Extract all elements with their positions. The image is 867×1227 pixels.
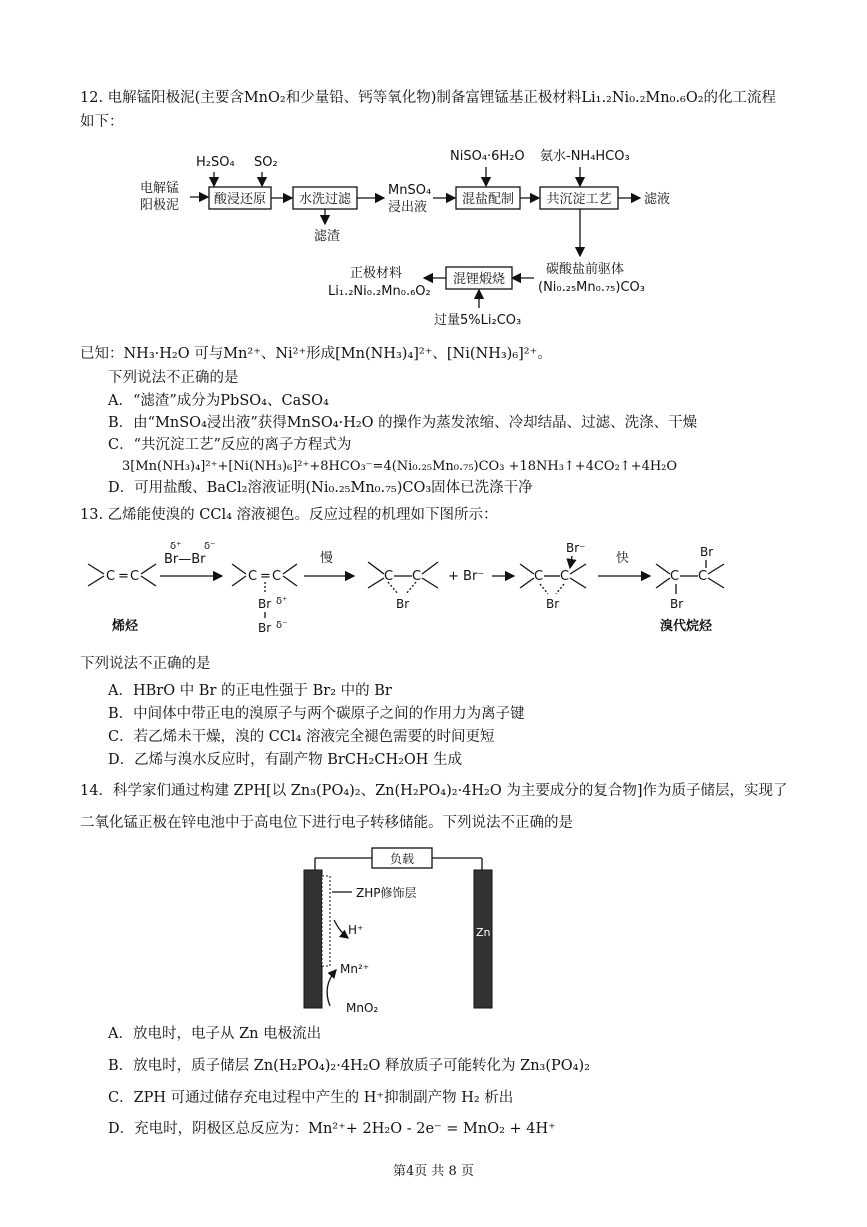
q12-option-c-equation: 3[Mn(NH₃)₄]²⁺+[Ni(NH₃)₆]²⁺+8HCO₃⁻=4(Ni₀.₂₅Mn₀.₇₅)CO₃ +18NH₃↑+4CO₂↑+4H₂O xyxy=(122,459,678,474)
svg-text:δ⁺: δ⁺ xyxy=(276,596,288,607)
flow-reagent-nh3: 氨水-NH₄HCO₃ xyxy=(540,149,630,164)
h-plus-label: H⁺ xyxy=(348,923,364,937)
q13-stem: 13. 乙烯能使溴的 CCl₄ 溶液褪色。反应过程的机理如下图所示： xyxy=(80,507,498,523)
mn2-label: Mn²⁺ xyxy=(340,962,370,976)
q13-option-a: A．HBrO 中 Br 的正电性强于 Br₂ 中的 Br xyxy=(108,683,392,699)
mno2-electrode xyxy=(304,870,322,1008)
flow-product-1: 正极材料 xyxy=(350,266,403,281)
q13-option-c: C．若乙烯未干燥，溴的 CCl₄ 溶液完全褪色需要的时间更短 xyxy=(108,729,495,745)
q14-stem-line2: 二氧化锰正极在锌电池中于高电位下进行电子转移储能。下列说法不正确的是 xyxy=(80,815,573,831)
q12-stem-line2: 如下： xyxy=(80,114,124,130)
q14-option-b: B．放电时，质子储层 Zn(H₂PO₄)₂·4H₂O 释放质子可能转化为 Zn₃(PO₄)₂ xyxy=(108,1058,590,1074)
flow-leach-1: MnSO₄ xyxy=(388,183,432,198)
q14-option-c: C．ZPH 可通过储存充电过程中产生的 H⁺抑制副产物 H₂ 析出 xyxy=(108,1090,514,1106)
flow-filtrate: 滤液 xyxy=(644,192,671,207)
plus-br-minus-label: + Br⁻ xyxy=(448,569,485,584)
q12-stem-line1: 12. 电解锰阳极泥(主要含MnO₂和少量铅、钙等氧化物)制备富锂锰基正极材料Li₁.₂Ni₀.₂Mn₀.₆O₂的化工流程 xyxy=(80,90,777,106)
slow-label: 慢 xyxy=(320,551,334,566)
q12-known: 已知：NH₃·H₂O 可与Mn²⁺、Ni²⁺形成[Mn(NH₃)₄]²⁺、[Ni(NH₃)₆]²⁺。 xyxy=(80,346,552,362)
svg-text:C: C xyxy=(560,569,570,584)
flow-leach-2: 浸出液 xyxy=(388,200,428,215)
box-salt-mix-label: 混盐配制 xyxy=(461,192,515,207)
delta-minus-label: δ⁻ xyxy=(204,541,216,552)
q14-option-d: D．充电时，阴极区总反应为：Mn²⁺+ 2H₂O - 2e⁻ = MnO₂ + 4H⁺ xyxy=(108,1121,556,1137)
delta-plus-label: δ⁺ xyxy=(170,541,182,552)
br-br-label: Br—Br xyxy=(164,552,206,567)
flow-precursor-2: (Ni₀.₂₅Mn₀.₇₅)CO₃ xyxy=(538,280,645,295)
flow-reagent-ni: NiSO₄·6H₂O xyxy=(450,149,525,164)
load-label: 负载 xyxy=(389,852,415,866)
dibromide-structure xyxy=(656,545,724,611)
label-alkene: 烯烃 xyxy=(112,619,139,634)
q14-option-a: A．放电时，电子从 Zn 电极流出 xyxy=(108,1026,322,1042)
svg-text:C: C xyxy=(534,569,544,584)
pi-complex-structure xyxy=(232,564,297,635)
box-wash-filter-label: 水洗过滤 xyxy=(298,192,352,207)
flow-start-1: 电解锰 xyxy=(140,181,180,196)
zhp-layer xyxy=(322,876,330,966)
q13-option-d: D．乙烯与溴水反应时，有副产物 BrCH₂CH₂OH 生成 xyxy=(108,752,463,768)
flow-start-2: 阳极泥 xyxy=(140,198,180,213)
bromonium-ion-structure xyxy=(368,562,438,611)
flow-precursor-1: 碳酸盐前驱体 xyxy=(546,262,625,277)
svg-text:C: C xyxy=(272,569,282,584)
q13-ask: 下列说法不正确的是 xyxy=(80,656,211,672)
q14-stem-line1: 14．科学家们通过构建 ZPH[以 Zn₃(PO₄)₂、Zn(H₂PO₄)₂·4H₂O 为主要成分的复合物]作为质子储层，实现了 xyxy=(80,783,788,799)
svg-text:C: C xyxy=(698,569,708,584)
fast-label: 快 xyxy=(616,551,630,566)
zn-electrode xyxy=(474,870,492,1008)
box-acid-leach-label: 酸浸还原 xyxy=(213,192,267,207)
mno2-label: MnO₂ xyxy=(346,1001,379,1015)
q12-option-d: D．可用盐酸、BaCl₂溶液证明(Ni₀.₂₅Mn₀.₇₅)CO₃固体已洗涤干净 xyxy=(108,480,533,496)
svg-text:=: = xyxy=(118,569,129,584)
svg-text:Br: Br xyxy=(670,597,684,611)
flow-product-2: Li₁.₂Ni₀.₂Mn₀.₆O₂ xyxy=(328,284,431,299)
svg-text:C: C xyxy=(412,569,422,584)
svg-text:Br: Br xyxy=(546,597,560,611)
svg-text:Br: Br xyxy=(396,597,410,611)
label-bromoalkane: 溴代烷烃 xyxy=(660,619,713,634)
ring-opening-structure xyxy=(520,541,586,611)
q12-option-a: A．“滤渣”成分为PbSO₄、CaSO₄ xyxy=(108,393,329,409)
svg-text:Br: Br xyxy=(258,597,272,611)
q13-option-b: B．中间体中带正电的溴原子与两个碳原子之间的作用力为离子键 xyxy=(108,706,525,722)
zhp-layer-label: ZHP修饰层 xyxy=(356,886,417,900)
q12-flowchart xyxy=(0,140,867,335)
svg-text:Br: Br xyxy=(258,621,272,635)
q13-mechanism-diagram xyxy=(0,532,867,644)
q12-option-b: B．由“MnSO₄浸出液”获得MnSO₄·H₂O 的操作为蒸发浓缩、冷却结晶、过滤、洗涤、干燥 xyxy=(108,415,698,431)
page-footer: 第4页 共 8 页 xyxy=(393,1164,474,1179)
svg-text:C: C xyxy=(384,569,394,584)
q14-battery-diagram xyxy=(0,840,867,1020)
q12-option-c: C．“共沉淀工艺”反应的离子方程式为 xyxy=(108,437,352,453)
zn-label: Zn xyxy=(476,926,491,939)
svg-text:δ⁻: δ⁻ xyxy=(276,620,288,631)
svg-text:C: C xyxy=(670,569,680,584)
flow-reagent-li: 过量5%Li₂CO₃ xyxy=(434,313,522,328)
svg-text:C: C xyxy=(106,569,116,584)
q12-ask: 下列说法不正确的是 xyxy=(108,370,239,386)
box-coprecipitation-label: 共沉淀工艺 xyxy=(546,192,612,207)
svg-text:Br⁻: Br⁻ xyxy=(566,541,586,555)
svg-text:C: C xyxy=(130,569,140,584)
alkene-structure xyxy=(88,564,156,586)
flow-residue: 滤渣 xyxy=(314,229,341,244)
svg-text:=: = xyxy=(260,569,271,584)
flow-reagent-h2so4: H₂SO₄ xyxy=(196,155,235,170)
box-lithium-calcine-label: 混锂煅烧 xyxy=(452,272,506,287)
flow-reagent-so2: SO₂ xyxy=(254,155,278,170)
svg-text:Br: Br xyxy=(700,545,714,559)
svg-text:C: C xyxy=(248,569,258,584)
